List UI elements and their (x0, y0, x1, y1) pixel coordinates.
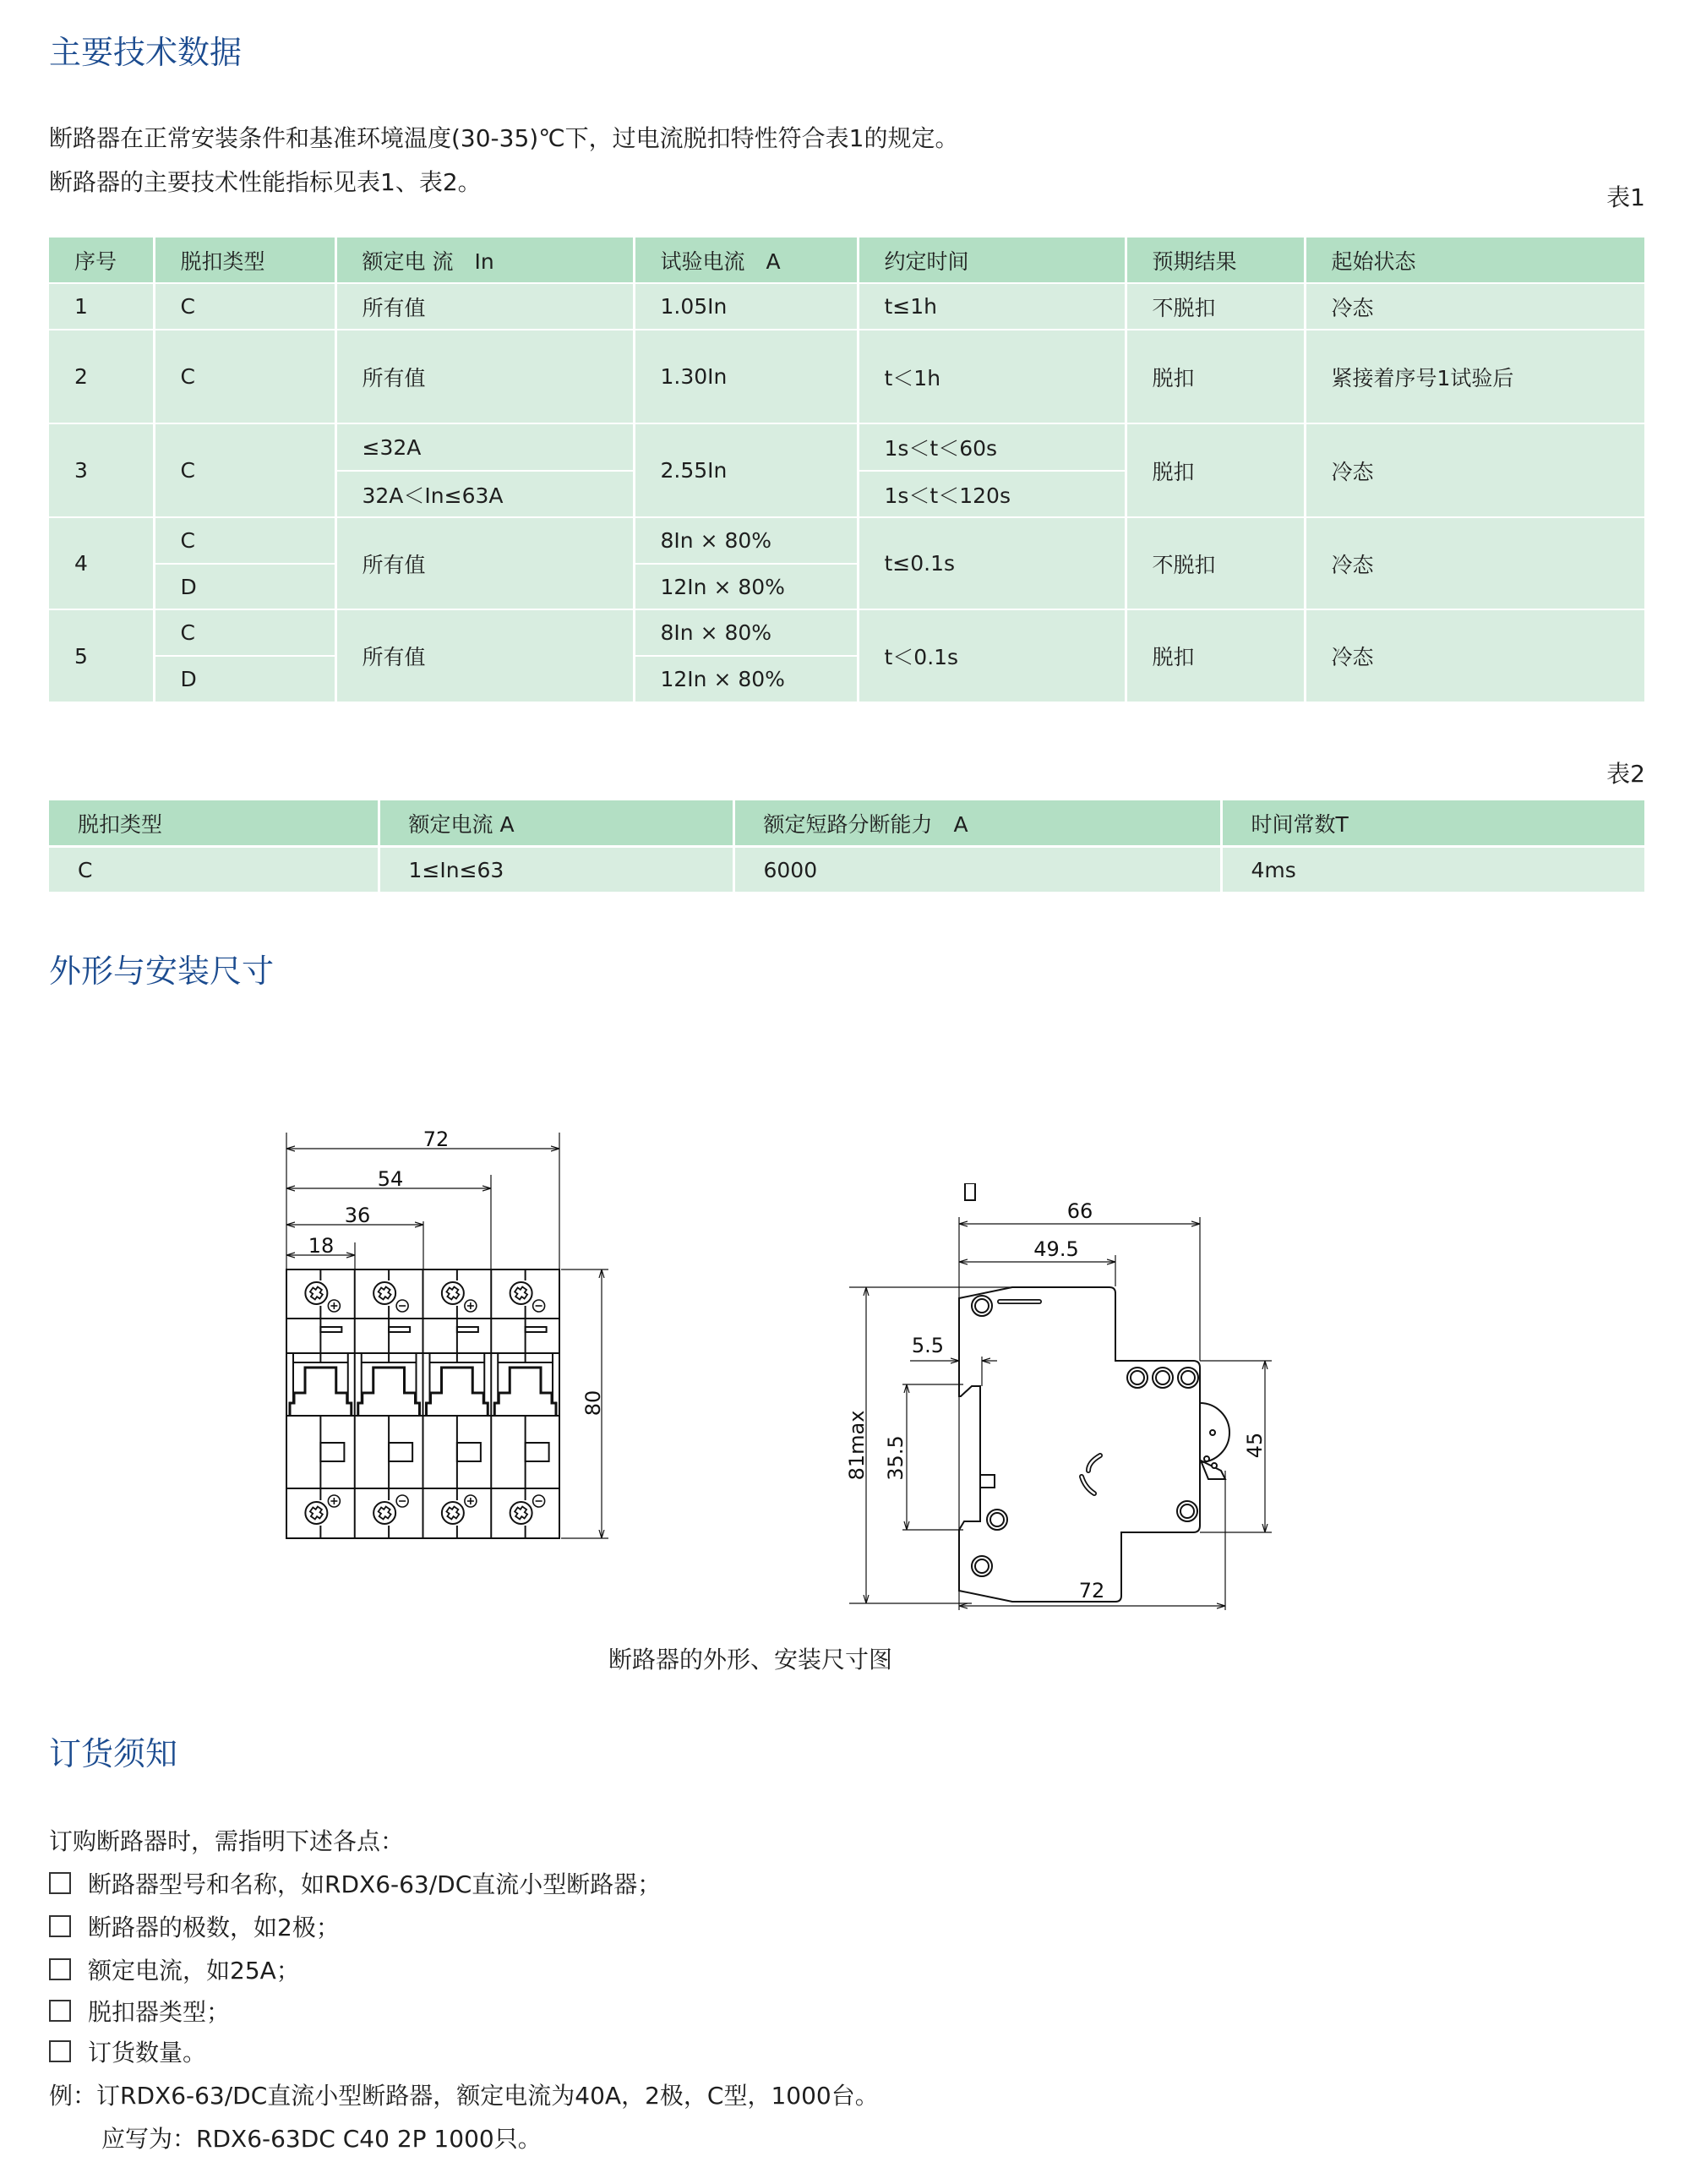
ordering-example: 例：订RDX6-63/DC直流小型断路器，额定电流为40A，2极，C型，1000台。 (49, 2082, 879, 2110)
table1-header-cell (155, 238, 335, 282)
table1-cell-text: 冷态 (1331, 295, 1374, 320)
terminal-screw-icon (510, 1502, 532, 1524)
figure-caption: 断路器的外形、安装尺寸图 (608, 1646, 893, 1673)
table1-header-cell (635, 238, 857, 282)
table2-cell (735, 848, 1220, 892)
table1-cell (1306, 518, 1644, 609)
breaker-body (286, 1269, 559, 1538)
table1-cell (1127, 284, 1304, 329)
ordering-example-answer: 应写为：RDX6-63DC C40 2P 1000只。 (101, 2125, 542, 2153)
table1-cell-text: 12In × 80% (660, 667, 785, 691)
table1-cell (337, 424, 633, 470)
table1-cell-text: 1 (74, 294, 88, 319)
table1-cell (1306, 330, 1644, 423)
intro-paragraph-2: 断路器的主要技术性能指标见表1、表2。 (49, 168, 482, 196)
side-body-outline (959, 1183, 1229, 1602)
terminal-screw-icon (510, 1282, 532, 1304)
table1-header-cell-text: 起始状态 (1331, 248, 1416, 274)
plus-terminal-icon (465, 1495, 477, 1507)
table1-cell-text: 所有值 (362, 552, 426, 577)
table1-cell-text: D (180, 667, 197, 691)
table1-cell (1127, 518, 1304, 609)
table1-cell (337, 518, 633, 609)
table1-cell (49, 518, 153, 609)
table1-cell-text: 1.05In (660, 294, 728, 319)
terminal-screw-icon (442, 1502, 464, 1524)
table2-label: 表2 (1606, 760, 1645, 788)
table1-cell-text: 8In × 80% (660, 528, 772, 553)
table1-cell-text: 32A＜In≤63A (362, 483, 504, 508)
terminal-screw-icon (373, 1502, 395, 1524)
table1-cell (1306, 284, 1644, 329)
checklist-item-text: 额定电流，如25A； (88, 1957, 300, 1985)
table1-header-cell (337, 238, 633, 282)
checkbox-square-icon (49, 1872, 71, 1894)
table1-cell-text: C (180, 458, 195, 483)
side-view-drawing (828, 1183, 1301, 1623)
checklist-item (49, 2036, 206, 2070)
dim-81max-label: 81max (845, 1410, 869, 1481)
dim-45-label: 45 (1243, 1432, 1267, 1459)
table2-cell-text: 6000 (763, 857, 818, 882)
table1-cell-text: 1.30In (660, 364, 728, 389)
minus-terminal-icon (396, 1495, 408, 1507)
section-title-dimensions: 外形与安装尺寸 (49, 953, 275, 990)
terminal-screw-icon (305, 1502, 327, 1524)
table1-cell-text: 脱扣 (1152, 459, 1195, 484)
table1-cell (635, 284, 857, 329)
table1-header-cell-text: 约定时间 (884, 248, 969, 274)
table1-header-cell-text: 脱扣类型 (180, 248, 265, 274)
table1-header-cell-text: 预期结果 (1152, 248, 1237, 274)
table1-cell (635, 565, 857, 609)
table1-cell (155, 610, 335, 655)
checkbox-square-icon (49, 2040, 71, 2062)
table1-cell (155, 565, 335, 609)
table1-cell-text: t≤1h (884, 294, 937, 319)
table1-cell-text: t＜1h (884, 365, 941, 390)
table1-cell (155, 518, 335, 563)
checkbox-square-icon (49, 1915, 71, 1937)
dim-5-5-label: 5.5 (911, 1334, 945, 1357)
table1-header-cell (859, 238, 1125, 282)
table1-cell (49, 610, 153, 702)
dim-72-bottom-label: 72 (1078, 1579, 1105, 1603)
side-holes (972, 1296, 1217, 1576)
table1-cell (635, 518, 857, 563)
table1-cell (1306, 424, 1644, 516)
dim-54-label: 54 (377, 1167, 404, 1191)
table1-cell (635, 657, 857, 702)
table1-cell-text: C (180, 364, 195, 389)
table1-cell-text: 紧接着序号1试验后 (1331, 365, 1514, 390)
table2-header-cell-text: 时间常数T (1251, 811, 1349, 837)
side-dimension-lines (866, 1224, 1265, 1606)
ordering-intro: 订购断路器时，需指明下述各点： (49, 1827, 405, 1855)
table2-cell-text: 4ms (1251, 857, 1296, 882)
dim-80-label: 80 (581, 1390, 605, 1417)
table1-cell (635, 610, 857, 655)
table1-cell (337, 330, 633, 423)
table1-cell (337, 472, 633, 516)
table2-header-cell-text: 额定短路分断能力 A (763, 811, 968, 837)
table2-header-cell (380, 800, 733, 845)
table1-cell-text: D (180, 574, 197, 599)
table1-cell-text: 冷态 (1331, 645, 1374, 669)
table2-cell (380, 848, 733, 892)
table1-cell-text: 4 (74, 551, 88, 576)
table1-cell (1127, 330, 1304, 423)
table1-cell-text: 所有值 (362, 645, 426, 669)
checkbox-square-icon (49, 1958, 71, 1980)
checklist-item-text: 断路器的极数，如2极； (88, 1914, 340, 1941)
plus-terminal-icon (328, 1300, 340, 1312)
table1-header-cell-text: 试验电流 A (660, 248, 781, 274)
table1-cell-text: 12In × 80% (660, 574, 785, 599)
dim-49-5-label: 49.5 (1033, 1237, 1079, 1261)
table1-cell-text: ≤32A (362, 434, 422, 460)
dim-36-label: 36 (344, 1204, 371, 1227)
minus-terminal-icon (396, 1300, 408, 1312)
table1-header-cell (1306, 238, 1644, 282)
minus-terminal-icon (533, 1495, 545, 1507)
dim-18-label: 18 (308, 1234, 335, 1258)
table2-cell-text: C (78, 857, 93, 882)
table1-cell-text: 所有值 (362, 365, 426, 390)
table1-cell-text: 不脱扣 (1152, 552, 1216, 577)
table1-cell (859, 330, 1125, 423)
checklist-item (49, 1868, 661, 1902)
checklist-item-text: 断路器型号和名称，如RDX6-63/DC直流小型断路器； (88, 1870, 662, 1898)
table1-cell-text: 不脱扣 (1152, 295, 1216, 320)
table2-cell-text: 1≤In≤63 (408, 857, 504, 882)
table1-cell (337, 284, 633, 329)
table1-cell-text: 2 (74, 364, 88, 389)
table1-cell (635, 330, 857, 423)
table1-cell-text: 1s＜t＜120s (884, 483, 1011, 508)
plus-terminal-icon (328, 1495, 340, 1507)
table1-cell-text: 3 (74, 458, 88, 483)
checklist-item (49, 1996, 230, 2029)
table1-cell-text: C (180, 528, 195, 553)
dim-66-label: 66 (1066, 1199, 1093, 1223)
table1-cell-text: t＜0.1s (884, 645, 959, 669)
table1-cell-text: 2.55In (660, 458, 728, 483)
minus-terminal-icon (533, 1300, 545, 1312)
table1-label: 表1 (1606, 183, 1645, 211)
table1-header-cell (49, 238, 153, 282)
table1-cell (1127, 424, 1304, 516)
table1-cell (859, 610, 1125, 702)
checkbox-square-icon (49, 2000, 71, 2022)
table1-cell (859, 284, 1125, 329)
section-title-ordering: 订货须知 (49, 1735, 178, 1772)
intro-paragraph-1: 断路器在正常安装条件和基准环境温度(30-35)℃下，过电流脱扣特性符合表1的规定。 (49, 124, 959, 152)
table1-cell-text: 5 (74, 643, 88, 669)
table1-cell (1127, 610, 1304, 702)
table1-cell (1306, 610, 1644, 702)
table1-cell-text: 1s＜t＜60s (884, 436, 998, 461)
dim-35-5-label: 35.5 (884, 1435, 908, 1481)
plus-terminal-icon (465, 1300, 477, 1312)
terminal-screw-icon (442, 1282, 464, 1304)
table1-cell (155, 424, 335, 516)
checklist-item-text: 订货数量。 (88, 2039, 207, 2067)
table1-cell (859, 424, 1125, 470)
table1-cell (155, 657, 335, 702)
table1-cell (635, 424, 857, 516)
front-view-drawing (270, 1116, 625, 1589)
table1-cell-text: C (180, 294, 195, 319)
dimension-lines (287, 1149, 602, 1537)
table2-header-cell (735, 800, 1220, 845)
table1-cell-text: 冷态 (1331, 552, 1374, 577)
table1-cell (49, 284, 153, 329)
table1-header-cell-text: 额定电 流 In (362, 248, 494, 274)
dim-72-label: 72 (422, 1127, 450, 1151)
checklist-item (49, 1954, 300, 1988)
terminal-screw-icon (305, 1282, 327, 1304)
table1-cell-text: 8In × 80% (660, 620, 772, 645)
table1-cell (859, 472, 1125, 516)
table1-cell-text: 脱扣 (1152, 365, 1195, 390)
table1-cell-text: t≤0.1s (884, 551, 956, 576)
table1-cell (337, 610, 633, 702)
table1-cell-text: 脱扣 (1152, 645, 1195, 669)
table2-header-cell-text: 额定电流 A (408, 811, 515, 837)
table1-header-cell-text: 序号 (74, 248, 117, 274)
table1-cell (49, 424, 153, 516)
checklist-item-text: 脱扣器类型； (88, 1998, 231, 2026)
table1-cell (49, 330, 153, 423)
table2-header-cell (49, 800, 378, 845)
table1-cell (155, 284, 335, 329)
side-extension-lines (849, 1217, 1272, 1610)
table2-header-cell (1223, 800, 1644, 845)
table1-cell-text: 所有值 (362, 295, 426, 320)
table2-header-cell-text: 脱扣类型 (78, 811, 163, 837)
table1-cell (859, 518, 1125, 609)
table1-cell (155, 330, 335, 423)
table1-header-cell (1127, 238, 1304, 282)
table2-cell (49, 848, 378, 892)
checklist-item (49, 1911, 340, 1945)
section-title-tech-data: 主要技术数据 (49, 34, 243, 71)
table1-cell-text: 冷态 (1331, 459, 1374, 484)
terminal-screw-icon (373, 1282, 395, 1304)
table1-cell-text: C (180, 620, 195, 645)
table2-cell (1223, 848, 1644, 892)
